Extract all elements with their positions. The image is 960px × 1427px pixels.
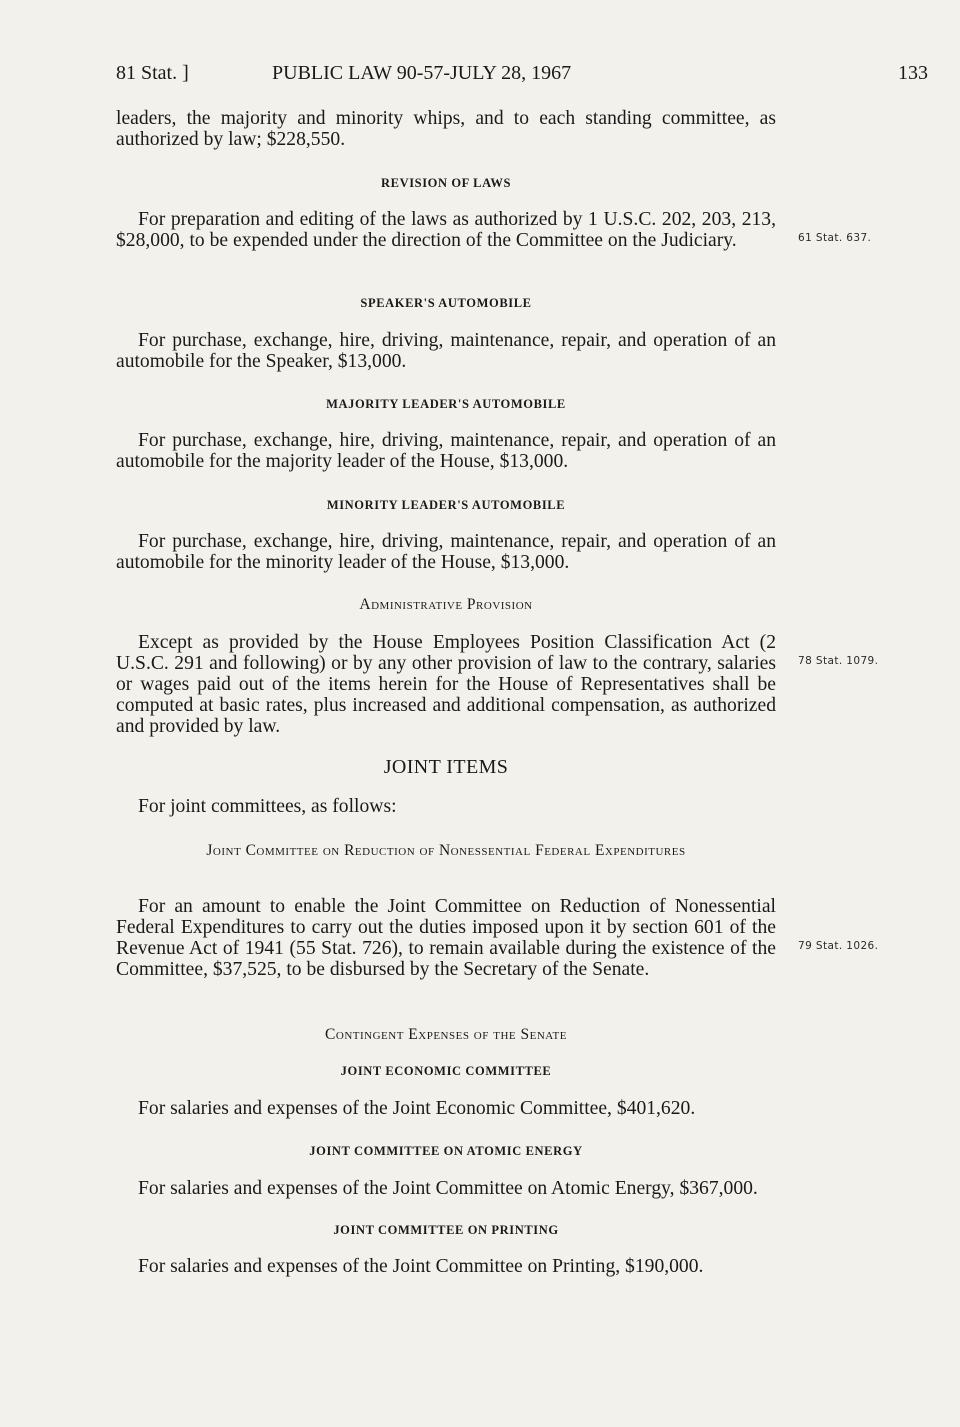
admin-paragraph: Except as provided by the House Employees Position Classification Act (2 U.S.C. 291 and following) or by any other provision of law to the contrary, salaries or wages paid out of the items herein for the House of Representatives shall be computed at basic rates, plus increased and additional compensation, as authorized and provided by law. (116, 632, 776, 737)
revision-block (116, 209, 776, 251)
atomic-block (116, 1178, 776, 1199)
section-heading-majority: MAJORITY LEADER'S AUTOMOBILE (326, 397, 566, 411)
joint-items-heading-block (116, 756, 776, 779)
section-heading-jc-reduction: Joint Committee on Reduction of Nonessential Federal Expenditures (206, 842, 686, 859)
economic-heading-block (116, 1064, 776, 1079)
intro-block (116, 108, 776, 150)
section-heading-minority: MINORITY LEADER'S AUTOMOBILE (326, 498, 566, 512)
revision-heading-block (116, 176, 776, 191)
volume-reference: 81 Stat. ] (116, 62, 189, 84)
speaker-block (116, 330, 776, 372)
jc-reduction-block (116, 896, 776, 980)
contingent-heading-block (116, 1026, 776, 1044)
section-heading-printing: JOINT COMMITTEE ON PRINTING (333, 1223, 559, 1237)
printing-paragraph: For salaries and expenses of the Joint Committee on Printing, $190,000. (138, 1256, 704, 1277)
economic-block (116, 1098, 776, 1119)
admin-block (116, 632, 776, 737)
margin-note-78-stat: 78 Stat. 1079. (798, 655, 879, 667)
jc-reduction-heading-block (156, 840, 736, 862)
majority-paragraph: For purchase, exchange, hire, driving, maintenance, repair, and operation of an automobile for the majority leader of the House, $13,000. (116, 430, 776, 472)
printing-heading-block (116, 1223, 776, 1238)
jc-reduction-paragraph: For an amount to enable the Joint Committee on Reduction of Nonessential Federal Expenditures to carry out the duties imposed upon it by section 601 of the Revenue Act of 1941 (55 Stat. 726), to remain available during the existence of the Committee, $37,525, to be disbursed by the Secretary of the Senate. (116, 896, 776, 980)
minority-paragraph: For purchase, exchange, hire, driving, maintenance, repair, and operation of an automobile for the minority leader of the House, $13,000. (116, 531, 776, 573)
margin-note-61-stat: 61 Stat. 637. (798, 232, 872, 244)
minority-heading-block (116, 498, 776, 513)
section-heading-economic: JOINT ECONOMIC COMMITTEE (340, 1064, 552, 1078)
speaker-heading-block (116, 296, 776, 311)
joint-items-block (116, 796, 776, 817)
majority-heading-block (116, 397, 776, 412)
running-title: PUBLIC LAW 90-57-JULY 28, 1967 (272, 62, 572, 84)
majority-block (116, 430, 776, 472)
section-heading-revision: REVISION OF LAWS (381, 176, 511, 190)
page-header (116, 62, 928, 88)
joint-items-paragraph: For joint committees, as follows: (138, 796, 397, 817)
admin-heading-block (116, 596, 776, 614)
section-heading-speaker: SPEAKER'S AUTOMOBILE (360, 296, 532, 310)
revision-paragraph: For preparation and editing of the laws as authorized by 1 U.S.C. 202, 203, 213, $28,000, to be expended under the direction of the Committee on the Judiciary. (116, 209, 776, 251)
economic-paragraph: For salaries and expenses of the Joint Economic Committee, $401,620. (138, 1098, 696, 1119)
atomic-heading-block (116, 1144, 776, 1159)
speaker-paragraph: For purchase, exchange, hire, driving, maintenance, repair, and operation of an automobile for the Speaker, $13,000. (116, 330, 776, 372)
page-number: 133 (898, 62, 928, 84)
atomic-paragraph: For salaries and expenses of the Joint Committee on Atomic Energy, $367,000. (138, 1178, 758, 1199)
margin-note-79-stat: 79 Stat. 1026. (798, 940, 879, 952)
intro-paragraph: leaders, the majority and minority whips, and to each standing committee, as authorized by law; $228,550. (116, 108, 776, 150)
minority-block (116, 531, 776, 573)
printing-block (116, 1256, 776, 1277)
section-heading-joint-items: JOINT ITEMS (383, 756, 509, 778)
section-heading-atomic: JOINT COMMITTEE ON ATOMIC ENERGY (309, 1144, 583, 1158)
section-heading-admin: Administrative Provision (359, 596, 533, 613)
section-heading-contingent: Contingent Expenses of the Senate (325, 1026, 567, 1043)
